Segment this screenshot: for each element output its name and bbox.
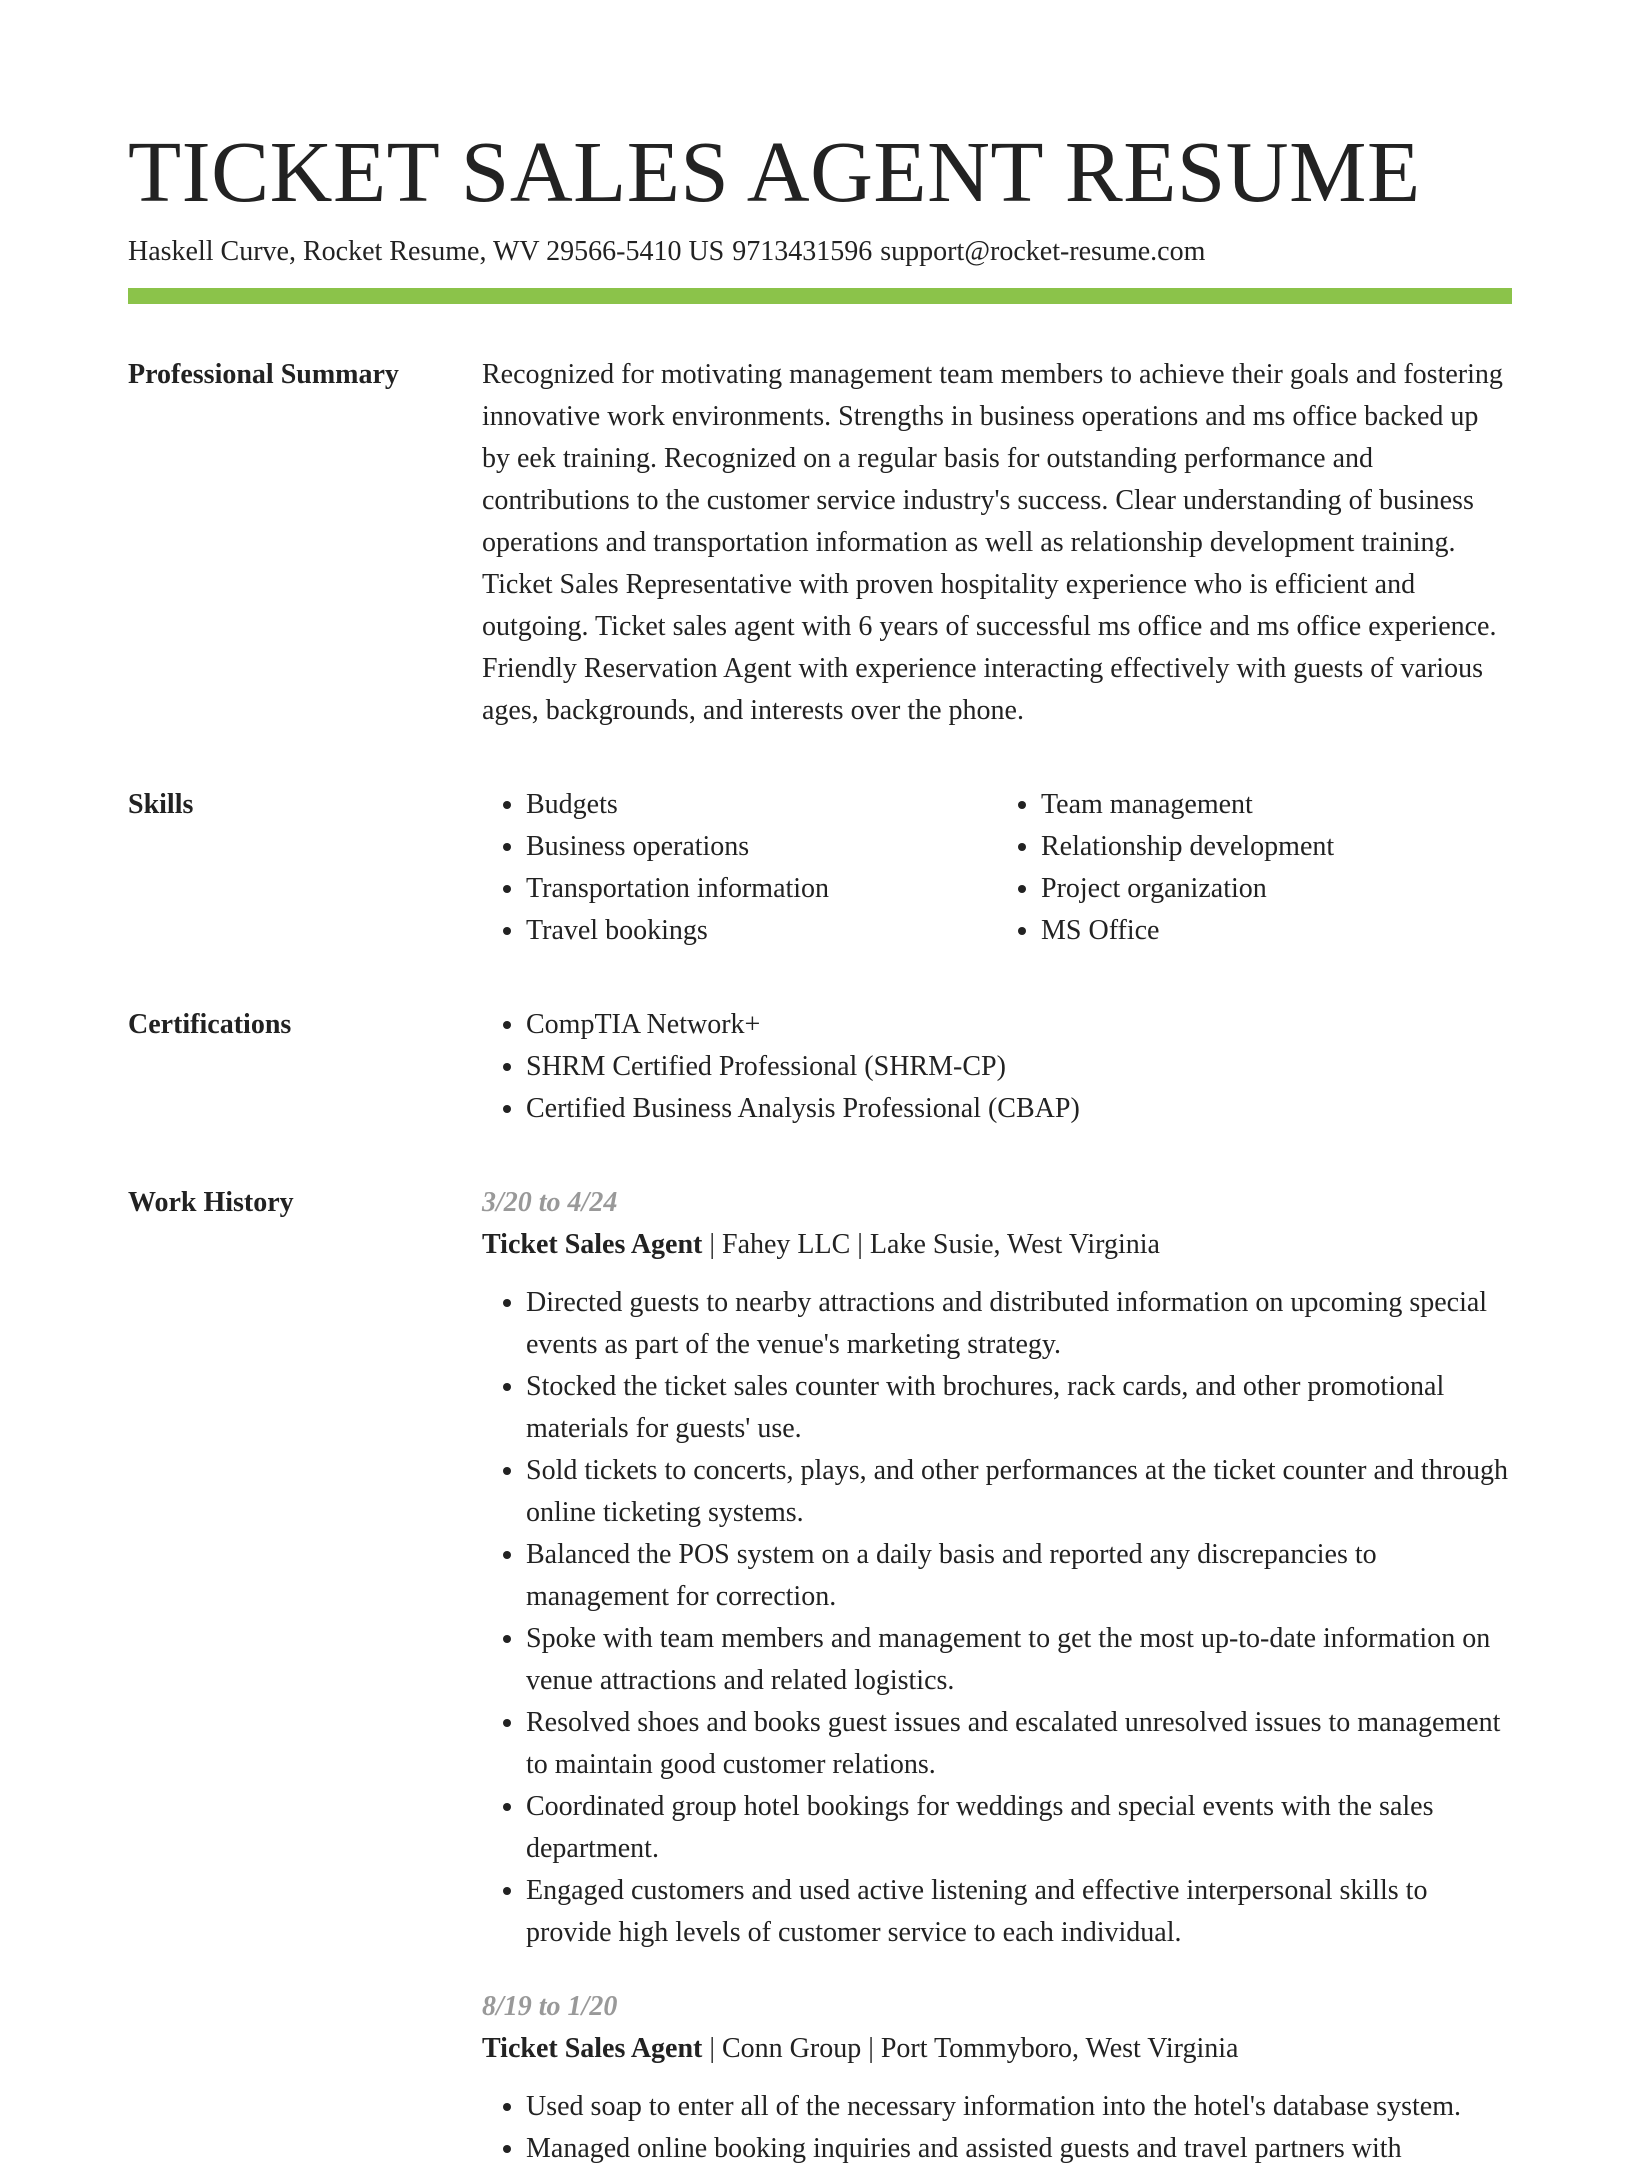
certification-item: • Certified Business Analysis Professional (CBAP) <box>526 1088 1512 1130</box>
contact-email: support@rocket-resume.com <box>880 236 1206 267</box>
job-title: Ticket Sales Agent <box>482 1229 703 1260</box>
resume-title: TICKET SALES AGENT RESUME <box>128 123 1421 220</box>
job-bullets <box>482 2086 1512 2170</box>
job-bullet: • Resolved shoes and books guest issues and escalated unresolved issues to management to maintain good customer relations. <box>526 1702 1512 1786</box>
skills-section <box>128 784 1512 952</box>
job-bullet: • Sold tickets to concerts, plays, and other performances at the ticket counter and through online ticketing systems. <box>526 1450 1512 1534</box>
job-entry <box>482 1182 1512 1954</box>
skill-item: • Team management <box>1041 784 1512 826</box>
job-bullet: • Coordinated group hotel bookings for weddings and special events with the sales department. <box>526 1786 1512 1870</box>
skills-list-left <box>482 784 997 952</box>
summary-section <box>128 354 1512 732</box>
skills-label: Skills <box>128 789 194 820</box>
job-heading <box>482 2028 1512 2070</box>
skill-item: • Travel bookings <box>526 910 997 952</box>
contact-phone: 9713431596 <box>732 236 873 267</box>
skill-item: • Transportation information <box>526 868 997 910</box>
job-bullet: • Stocked the ticket sales counter with brochures, rack cards, and other promotional materials for guests' use. <box>526 1366 1512 1450</box>
skill-item: • Relationship development <box>1041 826 1512 868</box>
certification-item: • SHRM Certified Professional (SHRM-CP) <box>526 1046 1512 1088</box>
skill-item: • Budgets <box>526 784 997 826</box>
certifications-label: Certifications <box>128 1009 292 1040</box>
job-employer-location: | Conn Group | Port Tommyboro, West Virginia <box>702 2033 1239 2064</box>
job-bullet: • Managed online booking inquiries and assisted guests and travel partners with <box>526 2128 1512 2170</box>
job-dates: 3/20 to 4/24 <box>482 1187 618 1218</box>
job-bullet: • Balanced the POS system on a daily basis and reported any discrepancies to management for correction. <box>526 1534 1512 1618</box>
skill-item: • Business operations <box>526 826 997 868</box>
summary-label: Professional Summary <box>128 359 399 390</box>
work-history-section <box>128 1182 1512 2170</box>
job-bullet: • Used soap to enter all of the necessary information into the hotel's database system. <box>526 2086 1512 2128</box>
skill-item: • MS Office <box>1041 910 1512 952</box>
job-employer-location: | Fahey LLC | Lake Susie, West Virginia <box>702 1229 1160 1260</box>
job-bullet: • Spoke with team members and management to get the most up-to-date information on venue attractions and related logistics. <box>526 1618 1512 1702</box>
contact-address: Haskell Curve, Rocket Resume, WV 29566-5410 US <box>128 236 725 267</box>
skill-item: • Project organization <box>1041 868 1512 910</box>
resume-page <box>128 122 1512 2170</box>
certification-item: • CompTIA Network+ <box>526 1004 1512 1046</box>
certifications-list <box>482 1004 1512 1130</box>
job-heading <box>482 1224 1512 1266</box>
contact-line <box>128 234 1512 270</box>
work-history-label: Work History <box>128 1187 294 1218</box>
summary-text: Recognized for motivating management team members to achieve their goals and fostering innovative work environments. Strengths in business operations and ms office backed up by eek training. Recognized on a regular basis for outstanding performance and contributions to the customer service industry's success. Clear understanding of business operations and transportation information as well as relationship development training. Ticket Sales Representative with proven hospitality experience who is efficient and outgoing. Ticket sales agent with 6 years of successful ms office and ms office experience. Friendly Reservation Agent with experience interacting effectively with guests of various ages, backgrounds, and interests over the phone. <box>482 359 1503 726</box>
skills-list-right <box>997 784 1512 952</box>
job-bullets <box>482 1282 1512 1954</box>
certifications-section <box>128 1004 1512 1130</box>
job-dates: 8/19 to 1/20 <box>482 1991 618 2022</box>
job-bullet: • Engaged customers and used active listening and effective interpersonal skills to provide high levels of customer service to each individual. <box>526 1870 1512 1954</box>
job-bullet: • Directed guests to nearby attractions and distributed information on upcoming special events as part of the venue's marketing strategy. <box>526 1282 1512 1366</box>
job-title: Ticket Sales Agent <box>482 2033 703 2064</box>
job-entry <box>482 1986 1512 2170</box>
accent-divider <box>128 288 1512 304</box>
